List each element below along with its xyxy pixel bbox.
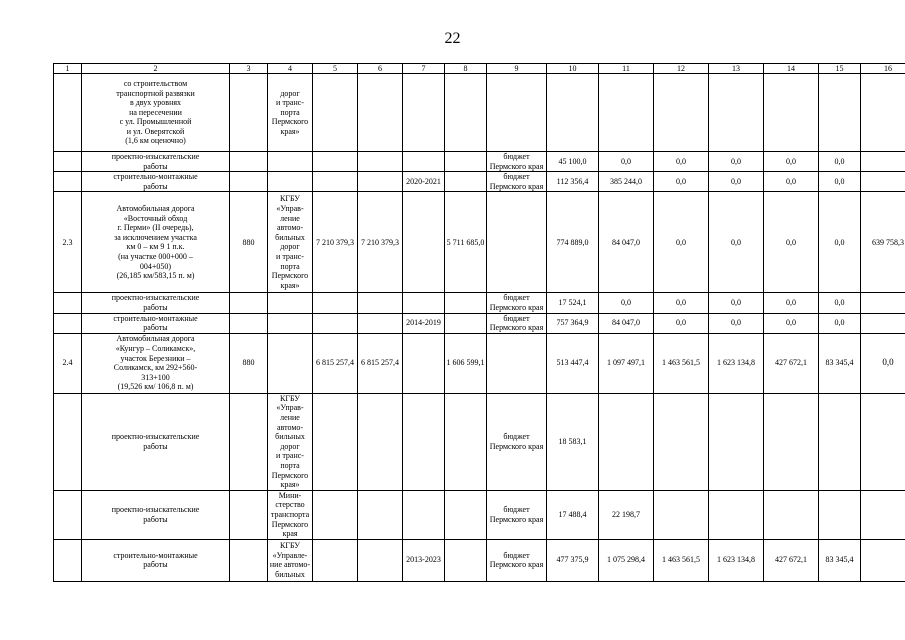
header-cell: 1 <box>54 64 82 74</box>
header-cell: 12 <box>654 64 709 74</box>
table-cell <box>487 74 547 152</box>
table-cell: строительно-монтажные работы <box>82 539 230 581</box>
table-cell: 2.3 <box>54 192 82 293</box>
table-cell: 2013-2023 <box>403 539 445 581</box>
table-cell <box>654 74 709 152</box>
table-cell <box>358 313 403 333</box>
table-row <box>54 393 905 490</box>
table-cell <box>403 74 445 152</box>
table-cell: Автомобильная дорога «Восточный обход г. Перми» (II очередь), за исключением участка км 0 – км 9 1 п.к. (на участке 000+000 – 004+050) (26,185 км/583,15 п. м) <box>82 192 230 293</box>
table-cell <box>445 172 487 192</box>
table-cell <box>861 172 905 192</box>
table-cell: 17 488,4 <box>547 490 599 539</box>
table-cell: 7 210 379,3 <box>358 192 403 293</box>
table-cell: 880 <box>230 192 268 293</box>
table-cell <box>599 393 654 490</box>
table-cell <box>599 74 654 152</box>
table-cell: 0,0 <box>709 313 764 333</box>
table-cell <box>268 333 313 393</box>
table-cell: 1 097 497,1 <box>599 333 654 393</box>
header-cell: 10 <box>547 64 599 74</box>
table-cell <box>268 172 313 192</box>
header-cell: 2 <box>82 64 230 74</box>
table-cell: проектно-изыскательские работы <box>82 152 230 172</box>
table-cell: 0,0 <box>819 172 861 192</box>
table-cell: КГБУ «Управле- ние автомо- бильных <box>268 539 313 581</box>
table-cell: Автомобильная дорога «Кунгур – Соликамск», участок Березники – Соликамск, км 292+560- 313+100 (19,526 км/ 106,8 п. м) <box>82 333 230 393</box>
table-cell: КГБУ «Управ- ление автомо- бильных дорог и транс- порта Пермского края» <box>268 192 313 293</box>
table-cell: 2.4 <box>54 333 82 393</box>
table-cell: 83 345,4 <box>819 539 861 581</box>
table-cell: 757 364,9 <box>547 313 599 333</box>
table-cell: 1 463 561,5 <box>654 539 709 581</box>
table-cell: бюджет Пермского края <box>487 172 547 192</box>
table-cell <box>230 539 268 581</box>
header-cell: 5 <box>313 64 358 74</box>
table-cell <box>403 333 445 393</box>
table-cell <box>861 152 905 172</box>
table-cell <box>230 152 268 172</box>
table-cell: 0,0 <box>764 313 819 333</box>
table-cell: 880 <box>230 333 268 393</box>
table-cell: 45 100,0 <box>547 152 599 172</box>
table-cell <box>861 293 905 313</box>
table-cell: 17 524,1 <box>547 293 599 313</box>
table-cell: со строительством транспортной развязки в двух уровнях на пересечении с ул. Промышленной и ул. Оверятской (1,6 км оценочно) <box>82 74 230 152</box>
table-cell <box>861 393 905 490</box>
table-cell <box>358 293 403 313</box>
table-cell <box>313 393 358 490</box>
table-cell: 0,0 <box>764 192 819 293</box>
table-cell <box>54 539 82 581</box>
table-cell <box>445 152 487 172</box>
table-cell: 0,0 <box>654 293 709 313</box>
header-cell: 4 <box>268 64 313 74</box>
table-row <box>54 172 905 192</box>
data-table <box>53 63 905 582</box>
table-cell: 1 463 561,5 <box>654 333 709 393</box>
table-cell: проектно-изыскательские работы <box>82 293 230 313</box>
table-cell: проектно-изыскательские работы <box>82 490 230 539</box>
table-cell <box>313 172 358 192</box>
table-cell <box>230 313 268 333</box>
table-cell <box>709 74 764 152</box>
table-cell <box>230 74 268 152</box>
table-cell <box>268 152 313 172</box>
page-number: 22 <box>444 30 461 47</box>
table-cell <box>54 490 82 539</box>
table-cell <box>445 74 487 152</box>
header-cell: 16 <box>861 64 905 74</box>
table-row <box>54 152 905 172</box>
table-cell <box>764 74 819 152</box>
table-cell <box>764 490 819 539</box>
table-cell: бюджет Пермского края <box>487 393 547 490</box>
table-cell: 0,0 <box>654 152 709 172</box>
header-cell: 14 <box>764 64 819 74</box>
table-cell: бюджет Пермского края <box>487 313 547 333</box>
header-cell: 7 <box>403 64 445 74</box>
table-cell <box>313 539 358 581</box>
table-cell <box>819 393 861 490</box>
table-cell <box>861 490 905 539</box>
table-cell <box>54 152 82 172</box>
table-cell <box>445 393 487 490</box>
table-cell <box>403 152 445 172</box>
table-cell <box>764 393 819 490</box>
table-cell: 0,0 <box>654 192 709 293</box>
table-cell: бюджет Пермского края <box>487 152 547 172</box>
table-cell: 112 356,4 <box>547 172 599 192</box>
table-cell: 427 672,1 <box>764 539 819 581</box>
table-row <box>54 490 905 539</box>
table-cell <box>230 393 268 490</box>
table-cell: 385 244,0 <box>599 172 654 192</box>
header-cell: 13 <box>709 64 764 74</box>
table-cell: 0,0 <box>764 293 819 313</box>
table-cell <box>313 293 358 313</box>
header-cell: 11 <box>599 64 654 74</box>
table-cell <box>54 313 82 333</box>
table-cell: 0,0 <box>764 152 819 172</box>
table-cell: КГБУ «Управ- ление автомо- бильных дорог и транс- порта Пермского края» <box>268 393 313 490</box>
table-cell <box>358 74 403 152</box>
table-row <box>54 539 905 581</box>
table-cell <box>54 293 82 313</box>
table-cell: дорог и транс- порта Пермского края» <box>268 74 313 152</box>
table-cell <box>230 172 268 192</box>
table-cell <box>487 192 547 293</box>
table-cell: 0,0 <box>764 172 819 192</box>
table-cell: 22 198,7 <box>599 490 654 539</box>
table-cell: 84 047,0 <box>599 192 654 293</box>
header-cell: 9 <box>487 64 547 74</box>
table-row <box>54 74 905 152</box>
table-cell: 18 583,1 <box>547 393 599 490</box>
table-cell <box>54 172 82 192</box>
table-cell <box>445 490 487 539</box>
header-cell: 8 <box>445 64 487 74</box>
table-cell <box>268 313 313 333</box>
table-cell <box>313 313 358 333</box>
table-cell: 0,0 <box>654 172 709 192</box>
table-cell <box>54 393 82 490</box>
header-cell: 15 <box>819 64 861 74</box>
table-cell <box>358 172 403 192</box>
table-cell: 0,0 <box>819 152 861 172</box>
table-cell <box>819 490 861 539</box>
table-cell <box>313 74 358 152</box>
table-cell: 477 375,9 <box>547 539 599 581</box>
table-cell: 0,0 <box>819 313 861 333</box>
table-cell: 0,0 <box>709 192 764 293</box>
table-cell <box>819 74 861 152</box>
table-cell <box>654 393 709 490</box>
table-cell: 7 210 379,3 <box>313 192 358 293</box>
table-cell <box>313 152 358 172</box>
table-cell: 2020-2021 <box>403 172 445 192</box>
table-cell: 6 815 257,4 <box>313 333 358 393</box>
header-row <box>54 64 905 74</box>
table-cell <box>547 74 599 152</box>
table-cell: Мини- стерство транспорта Пермского края <box>268 490 313 539</box>
table-cell: 1 075 298,4 <box>599 539 654 581</box>
table-cell <box>358 393 403 490</box>
table-cell <box>709 393 764 490</box>
header-cell: 6 <box>358 64 403 74</box>
table-cell <box>654 490 709 539</box>
table-cell: бюджет Пермского края <box>487 539 547 581</box>
table-cell <box>709 490 764 539</box>
table-cell <box>861 74 905 152</box>
table-cell <box>268 293 313 313</box>
table-cell <box>445 313 487 333</box>
table-cell: 84 047,0 <box>599 313 654 333</box>
table-cell: 0,0 <box>599 293 654 313</box>
table-cell <box>230 293 268 313</box>
table-cell: 0,0 <box>654 313 709 333</box>
table-cell <box>358 539 403 581</box>
table-cell <box>861 313 905 333</box>
table-cell: 639 758,3 <box>861 192 905 293</box>
table-cell: 774 889,0 <box>547 192 599 293</box>
table-cell: 513 447,4 <box>547 333 599 393</box>
table-row <box>54 333 905 393</box>
table-cell <box>403 293 445 313</box>
table-cell <box>445 539 487 581</box>
table-cell: 2014-2019 <box>403 313 445 333</box>
table-cell <box>403 490 445 539</box>
table-cell: 1 606 599,1 <box>445 333 487 393</box>
table-cell <box>313 490 358 539</box>
header-cell: 3 <box>230 64 268 74</box>
table-cell: 0,0 <box>709 172 764 192</box>
table-cell <box>487 333 547 393</box>
table-cell <box>403 192 445 293</box>
table-cell: 1 623 134,8 <box>709 539 764 581</box>
table-cell <box>445 293 487 313</box>
table-cell: 0,0 <box>599 152 654 172</box>
table-cell: бюджет Пермского края <box>487 490 547 539</box>
table-cell <box>54 74 82 152</box>
table-cell: 0,0 <box>709 152 764 172</box>
table-cell: 0,0 <box>709 293 764 313</box>
table-cell: строительно-монтажные работы <box>82 313 230 333</box>
table-cell <box>358 152 403 172</box>
table-cell: строительно-монтажные работы <box>82 172 230 192</box>
table-cell: 427 672,1 <box>764 333 819 393</box>
table-row <box>54 192 905 293</box>
table-cell: 0,0 <box>819 192 861 293</box>
table-cell: бюджет Пермского края <box>487 293 547 313</box>
table-row <box>54 313 905 333</box>
table-cell <box>358 490 403 539</box>
table-cell <box>230 490 268 539</box>
table-cell: 0,0 <box>819 293 861 313</box>
table-cell <box>861 539 905 581</box>
table-cell <box>403 393 445 490</box>
table-cell: 6 815 257,4 <box>358 333 403 393</box>
table-cell: 83 345,4 <box>819 333 861 393</box>
table-cell: проектно-изыскательские работы <box>82 393 230 490</box>
table-cell: 5 711 685,0 <box>445 192 487 293</box>
table-cell: 1 623 134,8 <box>709 333 764 393</box>
table-row <box>54 293 905 313</box>
table-cell: 0,0 <box>861 333 905 393</box>
